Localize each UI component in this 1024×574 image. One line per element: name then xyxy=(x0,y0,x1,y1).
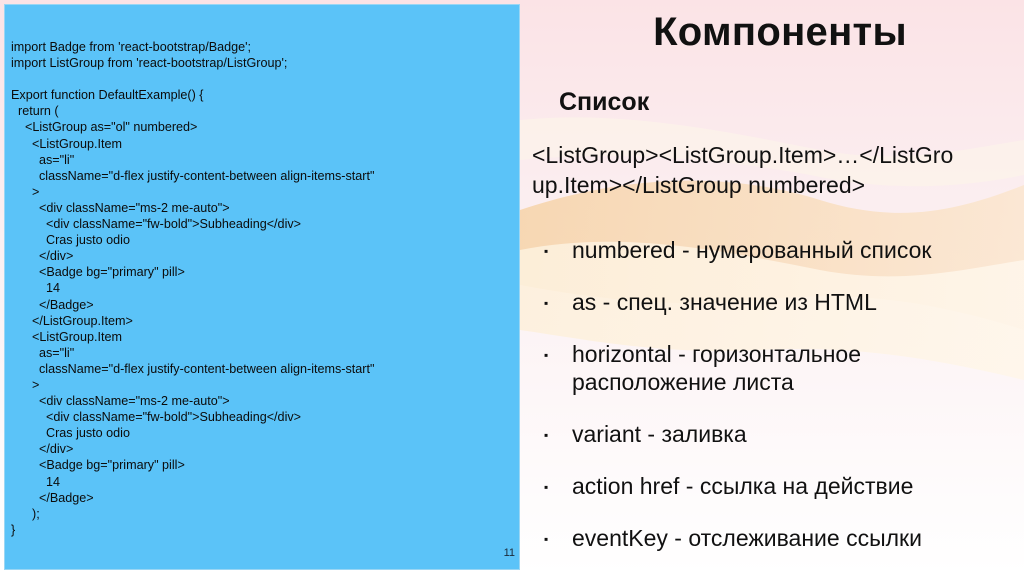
code-line: return ( xyxy=(11,104,59,119)
bullet-marker-icon: ▪ xyxy=(544,480,549,494)
slide-subtitle: Список xyxy=(559,88,650,116)
bullet-marker-icon: ▪ xyxy=(544,532,549,546)
code-line: </div> xyxy=(11,442,74,457)
bullet-text xyxy=(572,524,1012,552)
bullet-marker-icon: ▪ xyxy=(544,348,549,362)
code-line: as="li" xyxy=(11,345,75,360)
code-line: <div className="fw-bold">Subheading</div> xyxy=(11,217,302,232)
syntax-line: up.Item></ListGroup numbered> xyxy=(532,172,866,198)
bullet-text xyxy=(572,288,1012,316)
code-line: <ListGroup.Item xyxy=(11,136,122,151)
code-line: <div className="fw-bold">Subheading</div> xyxy=(11,410,302,425)
syntax-line: <ListGroup><ListGroup.Item>…</ListGro xyxy=(532,142,954,168)
code-line: </Badge> xyxy=(11,297,94,312)
code-line: as="li" xyxy=(11,152,75,167)
code-line: <ListGroup.Item xyxy=(11,329,122,344)
bullet-marker-icon: ▪ xyxy=(544,244,549,258)
code-line: <div className="ms-2 me-auto"> xyxy=(11,200,230,215)
code-line: <ListGroup as="ol" numbered> xyxy=(11,120,198,135)
bullet-marker-icon: ▪ xyxy=(544,296,549,310)
bullet-text xyxy=(572,236,1012,264)
code-line: className="d-flex justify-content-between align-items-start" xyxy=(11,168,375,183)
code-line: > xyxy=(11,184,40,199)
page-number: 11 xyxy=(503,547,515,559)
code-line: import ListGroup from 'react-bootstrap/ListGroup'; xyxy=(11,56,288,71)
bullet-text xyxy=(572,472,1012,500)
code-line: <Badge bg="primary" pill> xyxy=(11,265,185,280)
syntax-example xyxy=(532,140,1012,200)
slide-title: Компоненты xyxy=(653,10,907,54)
code-line: 14 xyxy=(11,281,60,296)
code-line: > xyxy=(11,377,40,392)
code-line: className="d-flex justify-content-between align-items-start" xyxy=(11,361,375,376)
code-line: <div className="ms-2 me-auto"> xyxy=(11,394,230,409)
bullet-text xyxy=(572,340,1012,396)
code-line: ); xyxy=(11,506,40,521)
code-line: </div> xyxy=(11,249,74,264)
bullet-text xyxy=(572,420,1012,448)
code-line: Export function DefaultExample() { xyxy=(11,88,204,103)
code-line: </ListGroup.Item> xyxy=(11,313,133,328)
bullet-text-line: eventKey - отслеживание ссылки xyxy=(572,525,922,551)
code-line: Cras justo odio xyxy=(11,233,130,248)
code-line: } xyxy=(11,522,16,537)
bullet-text-line: расположение листа xyxy=(572,369,794,395)
bullet-text-line: variant - заливка xyxy=(572,421,747,447)
code-line xyxy=(11,71,517,87)
code-block xyxy=(11,39,517,538)
code-line: <Badge bg="primary" pill> xyxy=(11,458,185,473)
bullet-text-line: numbered - нумерованный список xyxy=(572,237,932,263)
bullet-text-line: as - спец. значение из HTML xyxy=(572,289,877,315)
code-line: 14 xyxy=(11,474,60,489)
bullet-text-line: action href - ссылка на действие xyxy=(572,473,914,499)
code-line: Cras justo odio xyxy=(11,426,130,441)
code-line: import Badge from 'react-bootstrap/Badge'; xyxy=(11,40,252,54)
bullet-marker-icon: ▪ xyxy=(544,428,549,442)
bullet-text-line: horizontal - горизонтальное xyxy=(572,341,862,367)
code-line: </Badge> xyxy=(11,490,94,505)
code-panel xyxy=(4,4,520,570)
